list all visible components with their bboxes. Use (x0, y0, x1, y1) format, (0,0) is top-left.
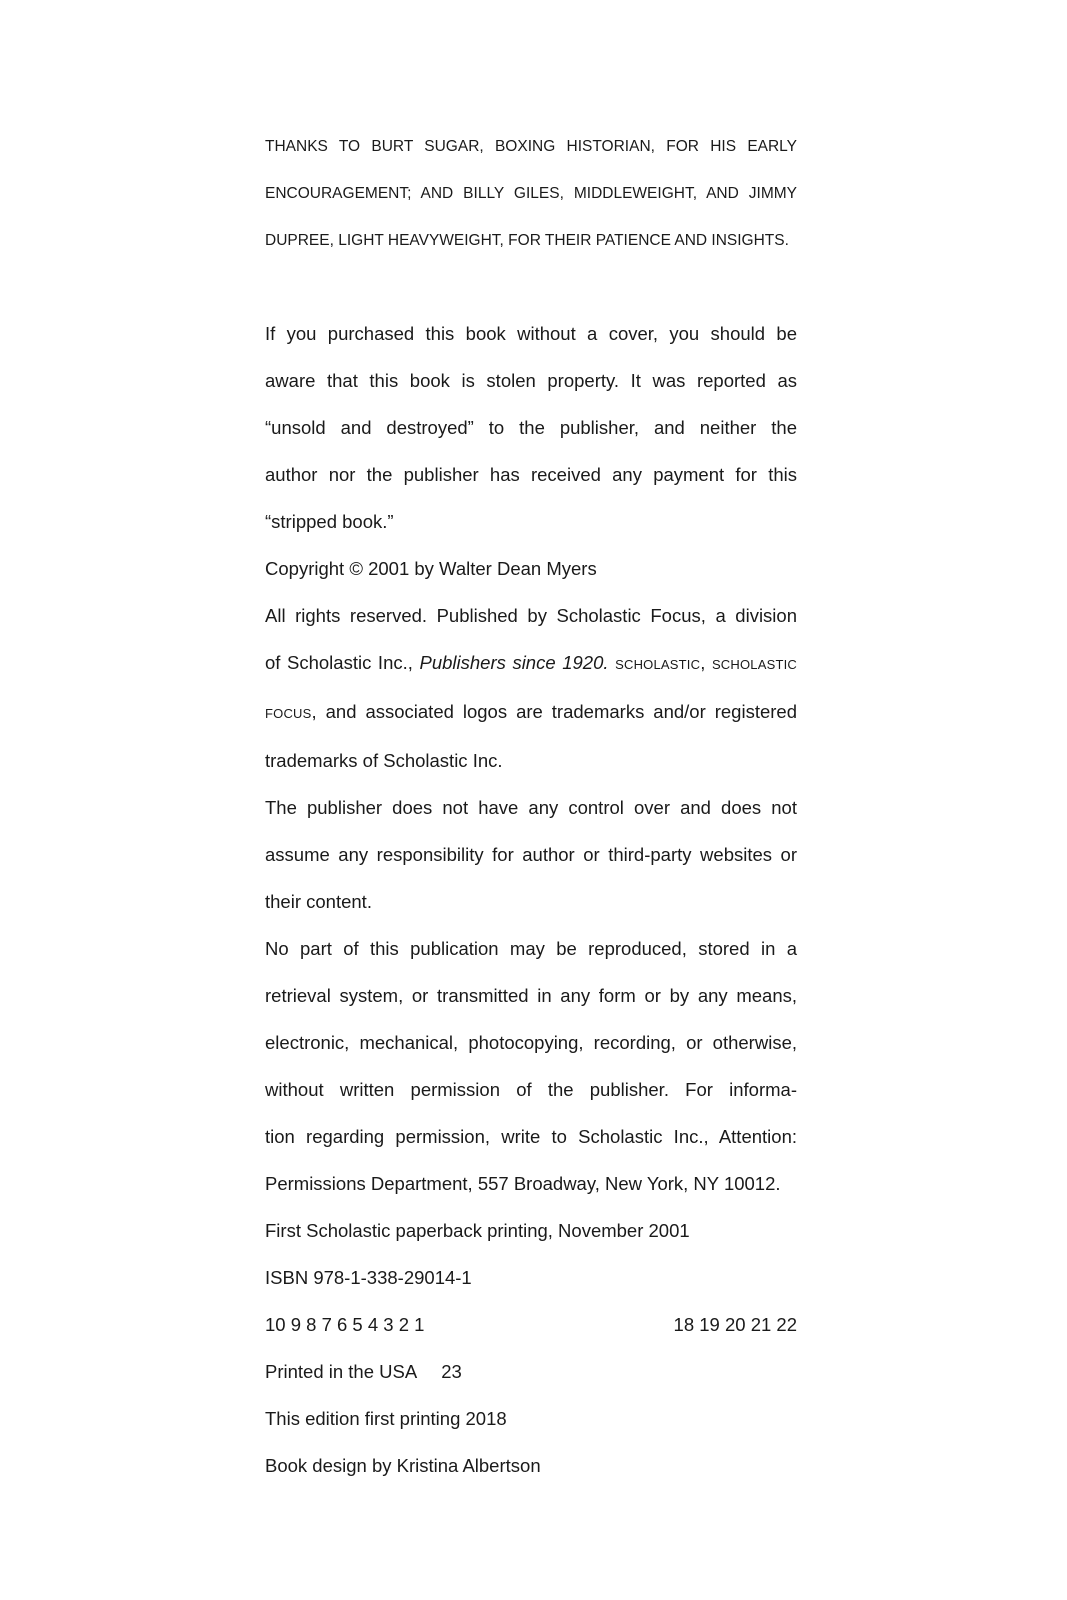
acknowledgment-line: DUPREE, LIGHT HEAVYWEIGHT, FOR THEIR PATIENCE AND INSIGHTS. (265, 232, 789, 249)
notice-line: “unsold and destroyed” to the publisher, and neither the (265, 417, 797, 438)
reproduction-line: retrieval system, or transmitted in any form or by any means, (265, 985, 797, 1006)
print-line (265, 1301, 797, 1348)
rights-text: , and associated logos are trademarks and/or registered (311, 701, 797, 722)
publishers-since-text: Publishers since 1920. (419, 652, 609, 673)
print-line-left: 10 9 8 7 6 5 4 3 2 1 (265, 1314, 425, 1335)
trademark-focus: FOCUS (265, 706, 312, 721)
disclaimer-line: their content. (265, 891, 372, 912)
first-printing-line: First Scholastic paperback printing, November 2001 (265, 1220, 690, 1241)
rights-line (265, 688, 797, 737)
trademark-scholastic: SCHOLASTIC (615, 657, 701, 672)
book-design-line: Book design by Kristina Albertson (265, 1455, 541, 1476)
reproduction-line: tion regarding permission, write to Scholastic Inc., Attention: (265, 1126, 797, 1147)
reproduction-line: electronic, mechanical, photocopying, recording, or otherwise, (265, 1032, 797, 1053)
reproduction-line: without written permission of the publisher. For informa- (265, 1079, 797, 1100)
stripped-book-notice (265, 310, 797, 545)
notice-line: aware that this book is stolen property. It was reported as (265, 370, 797, 391)
disclaimer-line: The publisher does not have any control over and does not (265, 797, 797, 818)
reproduction-line: No part of this publication may be reproduced, stored in a (265, 938, 797, 959)
printed-in-line (265, 1348, 797, 1395)
rights-line: trademarks of Scholastic Inc. (265, 750, 503, 771)
edition-line: This edition first printing 2018 (265, 1408, 507, 1429)
copyright-line: Copyright © 2001 by Walter Dean Myers (265, 558, 597, 579)
trademark-scholastic: SCHOLASTIC (711, 657, 798, 672)
acknowledgment-line: ENCOURAGEMENT; AND BILLY GILES, MIDDLEWEIGHT, AND JIMMY (265, 185, 797, 202)
acknowledgment-line: THANKS TO BURT SUGAR, BOXING HISTORIAN, FOR HIS EARLY (265, 138, 797, 155)
rights-line: All rights reserved. Published by Scholastic Focus, a division (265, 605, 797, 626)
rights-line (265, 639, 797, 688)
reproduction-line: Permissions Department, 557 Broadway, New York, NY 10012. (265, 1173, 781, 1194)
printed-in-text: Printed in the USA (265, 1361, 418, 1382)
acknowledgment (265, 123, 797, 264)
notice-line: author nor the publisher has received any payment for this (265, 464, 797, 485)
copyright-page (265, 123, 797, 1489)
rights-paragraph (265, 592, 797, 784)
reproduction-paragraph (265, 925, 797, 1207)
isbn-line: ISBN 978-1-338-29014-1 (265, 1267, 472, 1288)
notice-line: “stripped book.” (265, 511, 394, 532)
disclaimer-paragraph (265, 784, 797, 925)
printer-code: 23 (441, 1361, 462, 1382)
disclaimer-line: assume any responsibility for author or third-party websites or (265, 844, 797, 865)
rights-comma: , (700, 652, 712, 673)
print-line-right: 18 19 20 21 22 (673, 1314, 797, 1335)
notice-line: If you purchased this book without a cover, you should be (265, 323, 797, 344)
rights-text: of Scholastic Inc., (265, 652, 420, 673)
